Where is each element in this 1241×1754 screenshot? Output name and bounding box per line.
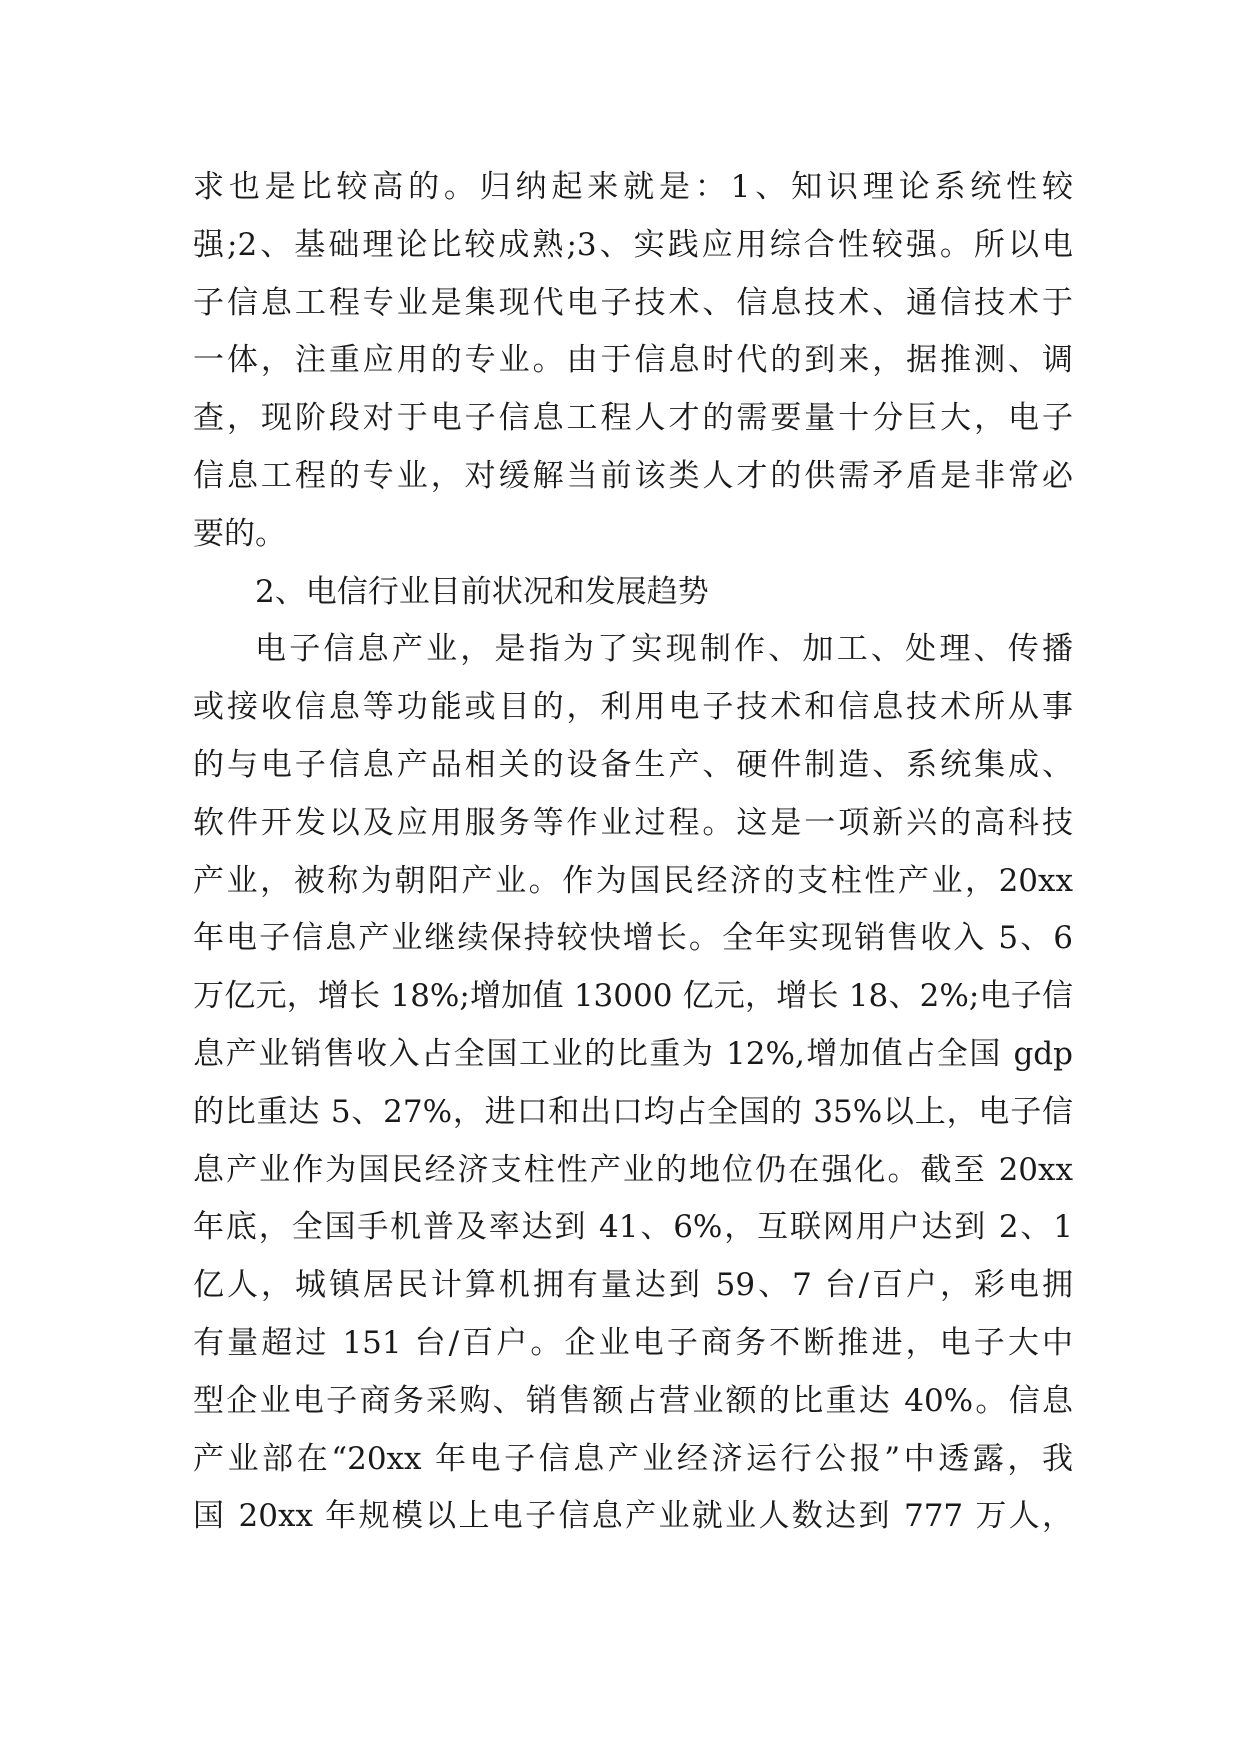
text-line: 强;2、基础理论比较成熟;3、实践应用综合性较强。所以电 <box>193 226 1073 263</box>
text-line: 信息工程的专业，对缓解当前该类人才的供需矛盾是非常必 <box>193 457 1073 494</box>
text-line: 软件开发以及应用服务等作业过程。这是一项新兴的高科技 <box>193 804 1073 841</box>
text-line: 一体，注重应用的专业。由于信息时代的到来，据推测、调 <box>193 342 1073 379</box>
text-line: 息产业销售收入占全国工业的比重为 12%,增加值占全国 gdp <box>193 1035 1073 1072</box>
section-heading <box>193 564 1073 622</box>
text-line: 要的。 <box>193 515 286 552</box>
text-line: 亿人，城镇居民计算机拥有量达到 59、7 台/百户，彩电拥 <box>193 1267 1073 1304</box>
text-line: 年电子信息产业继续保持较快增长。全年实现销售收入 5、6 <box>193 920 1073 957</box>
text-line: 的与电子信息产品相关的设备生产、硬件制造、系统集成、 <box>193 746 1073 783</box>
text-line: 电子信息产业，是指为了实现制作、加工、处理、传播 <box>255 631 1073 668</box>
text-line: 有量超过 151 台/百户。企业电子商务不断推进，电子大中 <box>193 1324 1073 1361</box>
paragraph-1 <box>193 159 1073 564</box>
text-line: 产业，被称为朝阳产业。作为国民经济的支柱性产业，20xx <box>193 862 1073 899</box>
text-line: 型企业电子商务采购、销售额占营业额的比重达 40%。信息 <box>193 1382 1073 1419</box>
text-line: 查，现阶段对于电子信息工程人才的需要量十分巨大，电子 <box>193 400 1073 437</box>
text-line: 产业部在“20xx 年电子信息产业经济运行公报”中透露，我 <box>193 1440 1073 1477</box>
text-line: 的比重达 5、27%，进口和出口均占全国的 35%以上，电子信 <box>193 1093 1073 1130</box>
text-line: 或接收信息等功能或目的，利用电子技术和信息技术所从事 <box>193 689 1073 726</box>
text-line: 万亿元，增长 18%;增加值 13000 亿元，增长 18、2%;电子信 <box>193 978 1073 1015</box>
text-line: 国 20xx 年规模以上电子信息产业就业人数达到 777 万人， <box>193 1498 1073 1535</box>
heading-text: 2、电信行业目前状况和发展趋势 <box>255 573 709 610</box>
text-line: 求也是比较高的。归纳起来就是：1、知识理论系统性较 <box>193 169 1073 205</box>
text-line: 子信息工程专业是集现代电子技术、信息技术、通信技术于 <box>193 284 1073 321</box>
paragraph-2 <box>193 621 1073 1546</box>
document-body <box>193 159 1073 1546</box>
text-line: 息产业作为国民经济支柱性产业的地位仍在强化。截至 20xx <box>193 1151 1073 1188</box>
text-line: 年底，全国手机普及率达到 41、6%，互联网用户达到 2、1 <box>193 1209 1073 1246</box>
